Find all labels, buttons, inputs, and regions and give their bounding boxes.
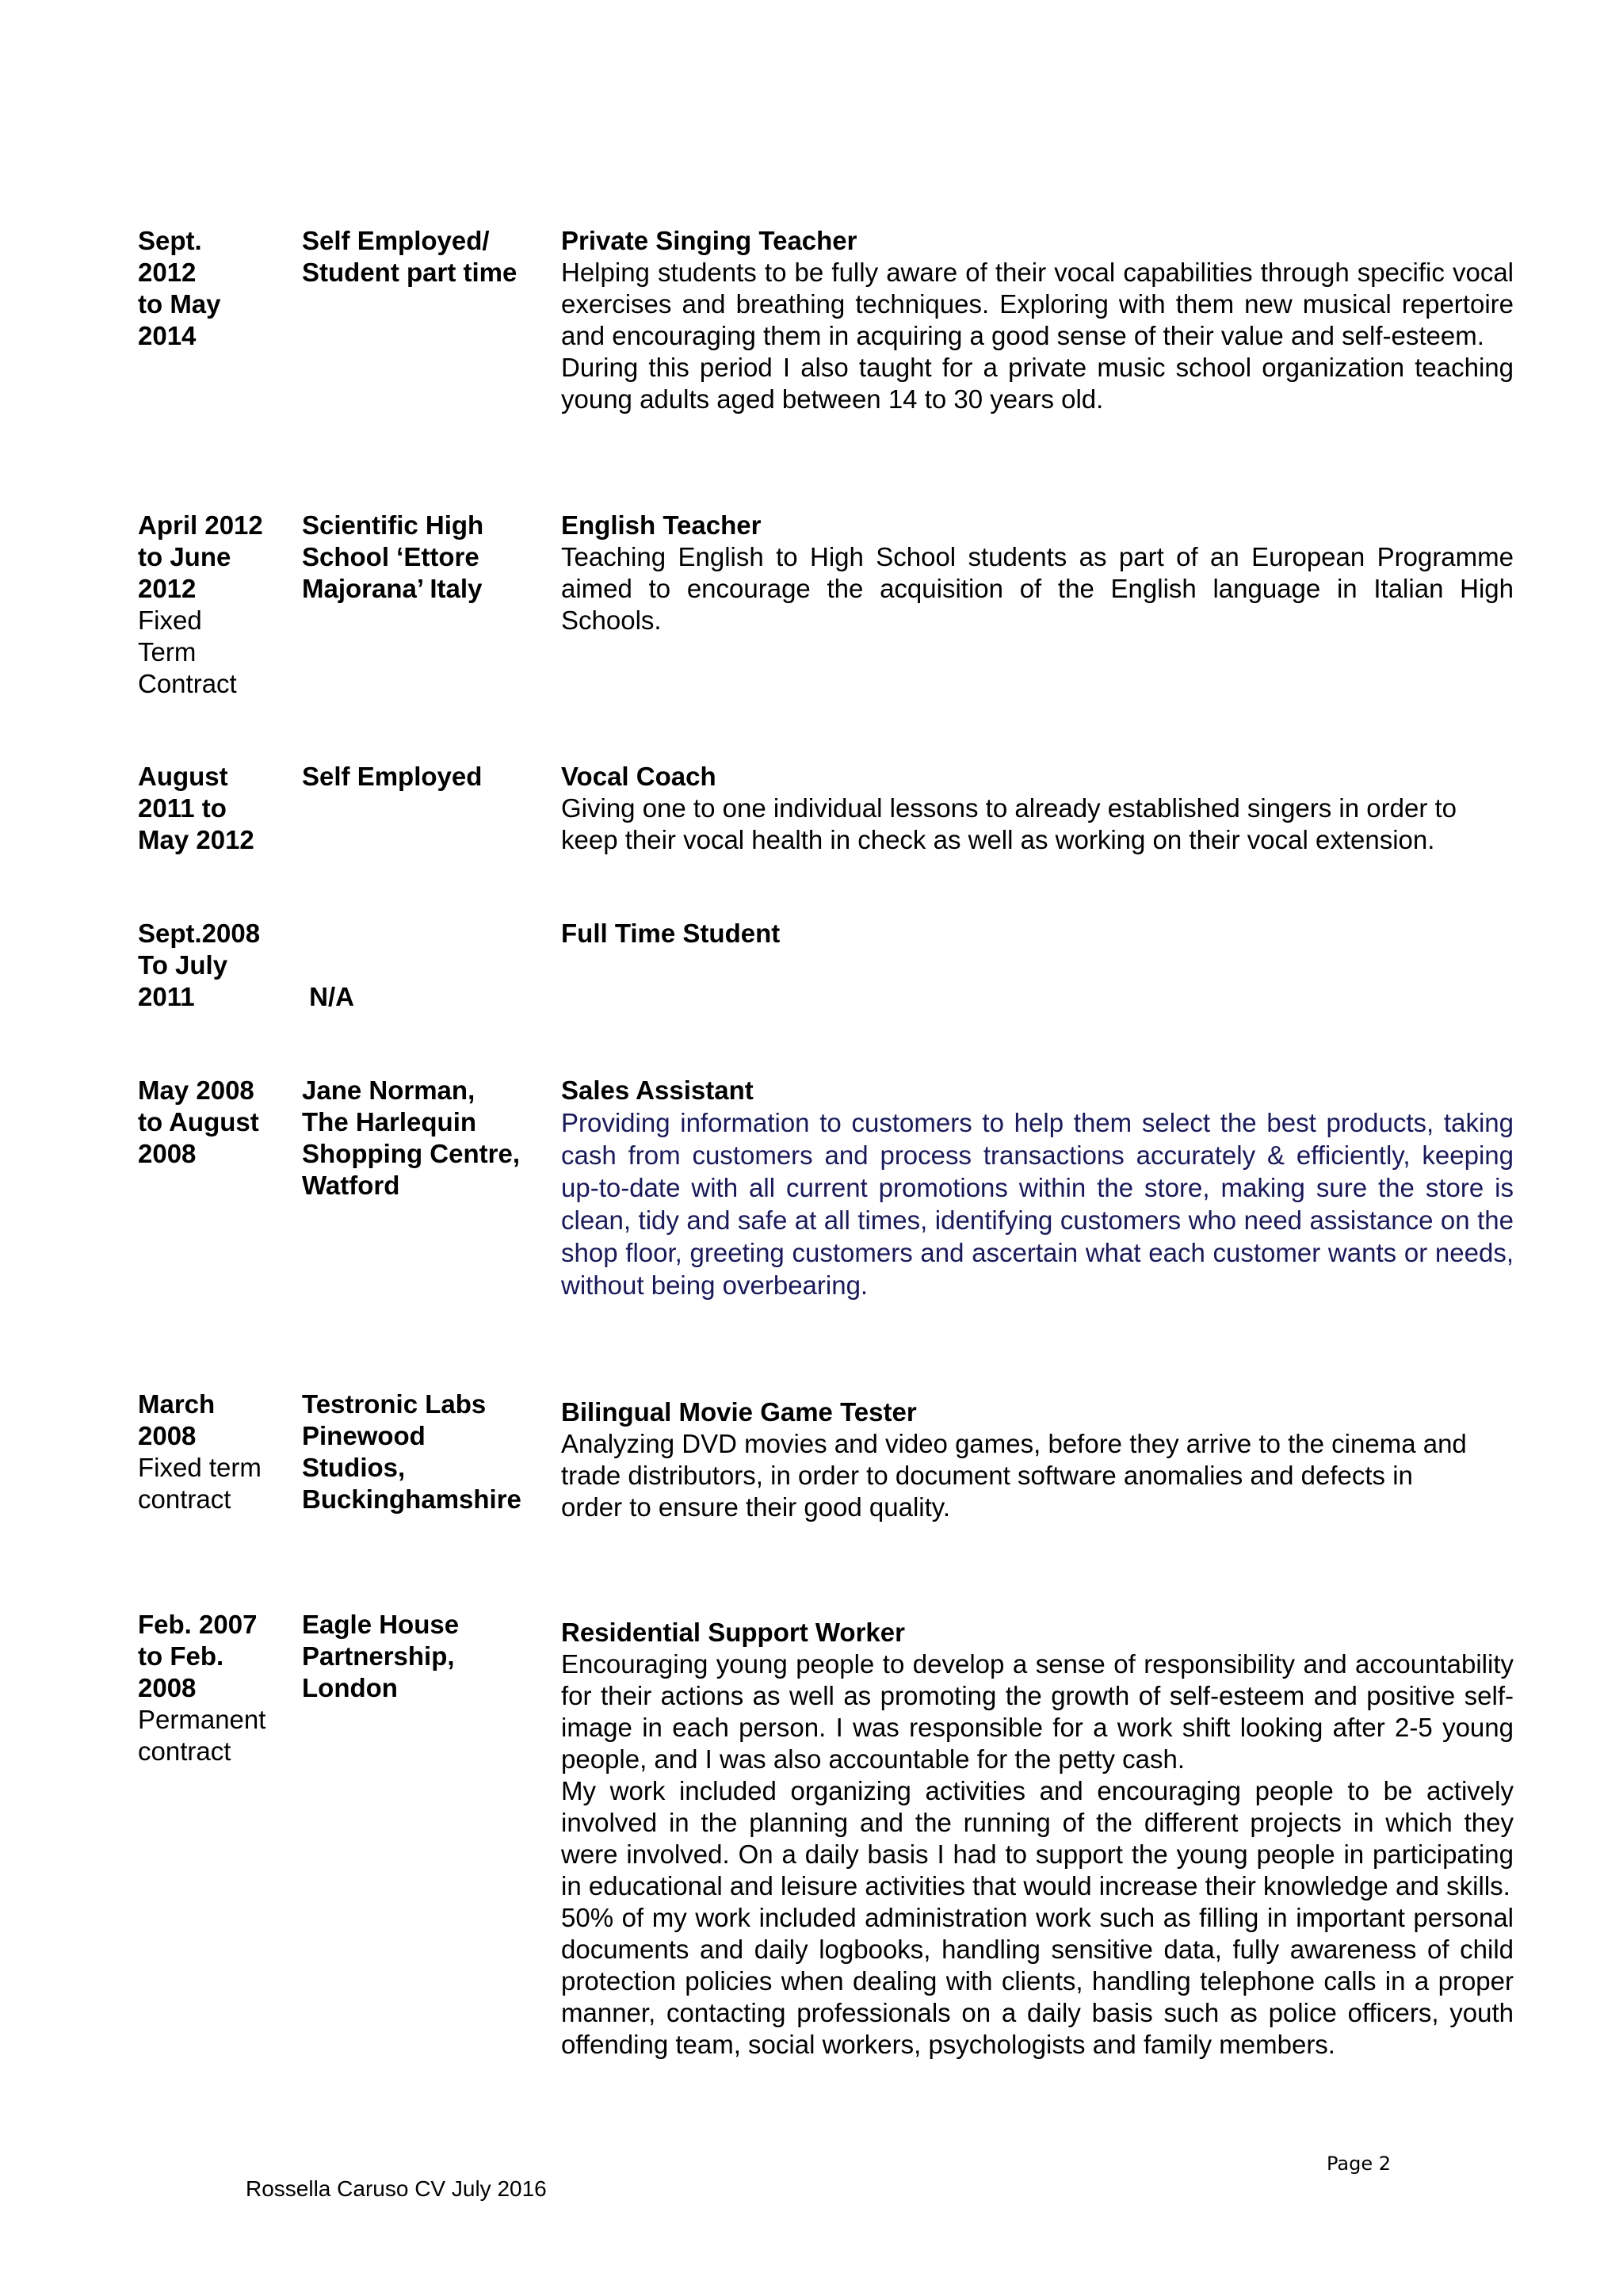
date-line: to May xyxy=(138,289,221,319)
contract-type-line: Term xyxy=(138,637,197,667)
entry-details xyxy=(561,761,1514,856)
date-line: to June xyxy=(138,542,231,571)
entry-organization xyxy=(302,918,540,1076)
job-description-extra: My work included organizing activities and encouraging people to be actively involved in the planning and the running of the different projects in which they were involved. On a daily basis I had to support the young people in participating in educational and leisure activities that would increase their knowledge and skills. xyxy=(561,1776,1514,1901)
date-line: 2014 xyxy=(138,321,197,350)
date-line: Sept. xyxy=(138,226,202,255)
organization-line: London xyxy=(302,1673,398,1702)
entry-date xyxy=(138,510,296,700)
entry-date xyxy=(138,225,296,352)
contract-type-line: Permanent xyxy=(138,1705,266,1734)
organization-line: Self Employed/ xyxy=(302,226,490,255)
entry-date xyxy=(138,918,296,1013)
entry-date xyxy=(138,1609,296,1767)
job-title: English Teacher xyxy=(561,510,762,540)
entry-organization xyxy=(302,1389,540,1515)
date-line: 2011 to xyxy=(138,793,227,823)
date-line: May 2012 xyxy=(138,825,254,854)
organization-line: Shopping Centre, xyxy=(302,1139,520,1168)
contract-type-line: Fixed xyxy=(138,606,202,635)
organization-line: Pinewood xyxy=(302,1421,426,1450)
date-line: Feb. 2007 xyxy=(138,1610,258,1639)
date-line: August xyxy=(138,762,228,791)
job-title: Residential Support Worker xyxy=(561,1618,905,1647)
date-line: Sept.2008 xyxy=(138,919,261,948)
organization-line: Watford xyxy=(302,1171,400,1200)
job-description: Providing information to customers to help them select the best products, taking cash from customers and process transactions accurately & efficiently, keeping up-to-date with all current promotions within the store, making sure the store is clean, tidy and safe at all times, identifying customers who need assistance on the shop floor, greeting customers and ascertain what each customer wants or needs, without being overbearing. xyxy=(561,1108,1514,1300)
job-description: Helping students to be fully aware of their vocal capabilities through specific vocal exercises and breathing techniques. Exploring with them new musical repertoire and encouraging them in acquiring a good sense of their value and self-esteem. xyxy=(561,258,1514,350)
date-line: 2008 xyxy=(138,1673,197,1702)
job-title: Private Singing Teacher xyxy=(561,226,857,255)
contract-type-line: Contract xyxy=(138,669,237,698)
entry-details xyxy=(561,1617,1514,2061)
organization-line: Testronic Labs xyxy=(302,1389,487,1419)
entry-organization xyxy=(302,761,540,793)
entry-details xyxy=(561,510,1514,636)
entry-date xyxy=(138,761,296,856)
job-description: Encouraging young people to develop a sense of responsibility and accountability for their actions as well as promoting the growth of self-esteem and positive self-image in each person. I was responsible for a work shift looking after 2-5 young people, and I was also accountable for the petty cash. xyxy=(561,1649,1514,1774)
entry-organization xyxy=(302,1609,540,1704)
job-title: Full Time Student xyxy=(561,919,781,948)
entry-details xyxy=(561,1075,1514,1301)
organization-line: Majorana’ Italy xyxy=(302,574,483,603)
page-number: Page 2 xyxy=(1327,2153,1391,2175)
job-title: Vocal Coach xyxy=(561,762,716,791)
entry-organization xyxy=(302,510,540,605)
organization-line: Buckinghamshire xyxy=(302,1484,521,1514)
entry-date xyxy=(138,1075,296,1170)
date-line: 2008 xyxy=(138,1139,197,1168)
entry-details xyxy=(561,918,1514,949)
organization-line: The Harlequin xyxy=(302,1107,477,1137)
organization-line: Self Employed xyxy=(302,762,483,791)
contract-type-line: Fixed term xyxy=(138,1453,262,1482)
job-description-line: Analyzing DVD movies and video games, before they arrive to the cinema and xyxy=(561,1429,1467,1458)
footer-document-label: Rossella Caruso CV July 2016 xyxy=(246,2176,547,2201)
organization-line: Eagle House xyxy=(302,1610,460,1639)
date-line: To July xyxy=(138,950,228,980)
job-title: Bilingual Movie Game Tester xyxy=(561,1397,917,1427)
job-description-line: trade distributors, in order to document software anomalies and defects in xyxy=(561,1461,1413,1490)
date-line: to August xyxy=(138,1107,259,1137)
contract-type-line: contract xyxy=(138,1736,231,1766)
organization-line: Student part time xyxy=(302,258,517,287)
date-line: April 2012 xyxy=(138,510,263,540)
job-description-extra: 50% of my work included administration work such as filling in important personal documents and daily logbooks, handling sensitive data, fully awareness of child protection policies when dealing with clients, handling telephone calls in a proper manner, contacting professionals on a daily basis such as police officers, youth offending team, social workers, psychologists and family members. xyxy=(561,1903,1514,2059)
job-description: Giving one to one individual lessons to already established singers in order to keep their vocal health in check as well as working on their vocal extension. xyxy=(561,793,1457,854)
contract-type-line: contract xyxy=(138,1484,231,1514)
organization-line: Partnership, xyxy=(302,1641,455,1671)
job-description: Teaching English to High School students as part of an European Programme aimed to encourage the acquisition of the English language in Italian High Schools. xyxy=(561,542,1514,635)
job-description-line: order to ensure their good quality. xyxy=(561,1492,951,1522)
organization-line: School ‘Ettore xyxy=(302,542,479,571)
entry-details xyxy=(561,225,1514,415)
date-line: to Feb. xyxy=(138,1641,224,1671)
date-line: 2008 xyxy=(138,1421,197,1450)
job-title: Sales Assistant xyxy=(561,1075,754,1105)
job-description-extra: During this period I also taught for a private music school organization teaching young adults aged between 14 to 30 years old. xyxy=(561,353,1514,414)
date-line: May 2008 xyxy=(138,1075,254,1105)
date-line: 2012 xyxy=(138,258,197,287)
organization-line: N/A xyxy=(302,982,354,1011)
organization-line: Scientific High xyxy=(302,510,484,540)
organization-line: Jane Norman, xyxy=(302,1075,475,1105)
entry-organization xyxy=(302,1075,540,1201)
entry-date xyxy=(138,1389,296,1515)
entry-organization xyxy=(302,225,540,288)
date-line: 2012 xyxy=(138,574,197,603)
date-line: March xyxy=(138,1389,216,1419)
organization-line: Studios, xyxy=(302,1453,406,1482)
date-line: 2011 xyxy=(138,982,195,1011)
entry-details xyxy=(561,1396,1514,1523)
